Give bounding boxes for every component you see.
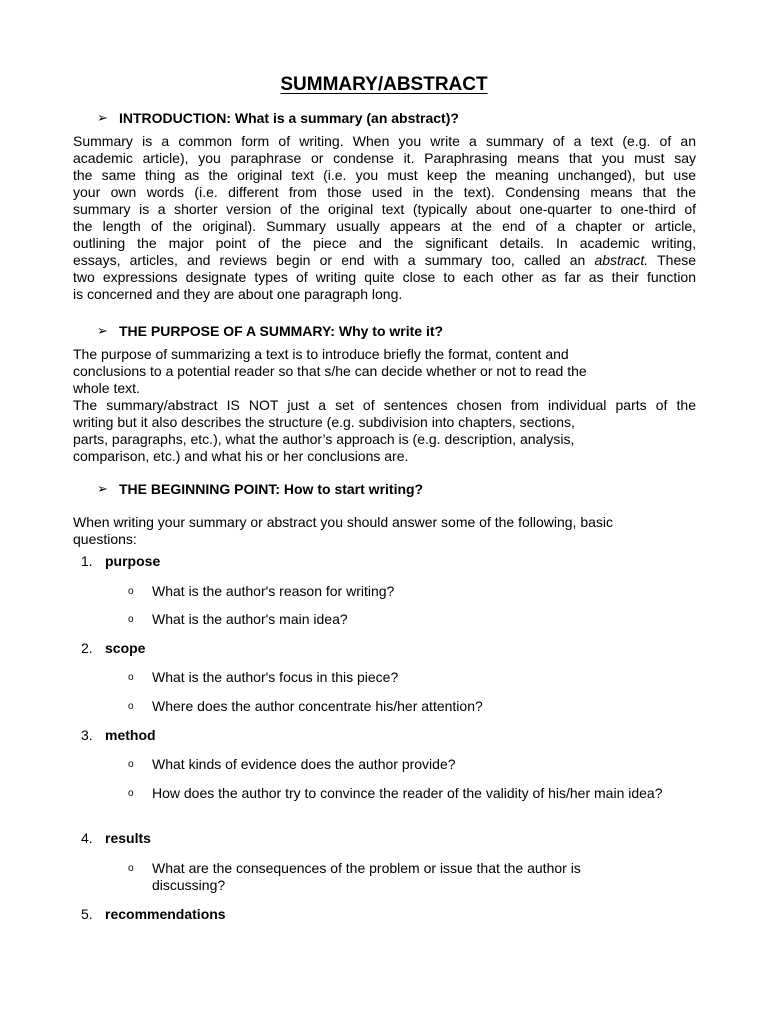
circle-bullet-icon: o	[128, 586, 134, 597]
page-title: SUMMARY/ABSTRACT	[280, 74, 488, 95]
circle-bullet-icon: o	[128, 672, 134, 683]
list-item-recommendations: 5. recommendations	[81, 906, 226, 922]
purpose-paragraph: The purpose of summarizing a text is to introduce briefly the format, content and conclusions to a potential reader so that s/he can decide whether or not to read the whole text. The summary/abstract IS NOT just a set of sentences chosen from individual parts of the writing but it also describes the structure (e.g. subdivision into chapters, sections, parts, paragraphs, etc.), what the author’s approach is (e.g. description, analysis, comparison, etc.) and what his or her conclusions are.	[73, 346, 696, 464]
circle-bullet-icon: o	[128, 863, 134, 874]
list-item-purpose: 1. purpose	[81, 553, 161, 569]
arrow-bullet-icon: ➢	[97, 323, 108, 338]
document-page: SUMMARY/ABSTRACT ➢ INTRODUCTION: What is a summary (an abstract)? Summary is a common form of writing. When you write a summary of a text (e.g. of an academic article), you paraphrase or condense it. Paraphrasing means that you must say the same thing as the original text (i.e. you must keep the meaning unchanged), but use your own words (i.e. different from those used in the text). Condensing means that the summary is a shorter version of the original text (typically about one-quarter to one-third of the length of the original). Summary usually appears at the end of a chapter or article, outlining the major point of the piece and the significant details. In academic writing, essays, articles, and reviews begin or end with a summary too, called an abstract. These two expressions designate types of writing quite close to each other as far as their function is concerned and they are about one paragraph long. ➢ THE PURPOSE OF A SUMMARY: Why to write it? The purpose of summarizing a text is to introduce briefly the format, content and conclusions to a potential reader so that s/he can decide whether or not to read the whole text. The summary/abstract IS NOT just a set of sentences chosen from individual parts of the writing but it also describes the structure (e.g. subdivision into chapters, sections, parts, paragraphs, etc.), what the author’s approach is (e.g. description, analysis, comparison, etc.) and what his or her conclusions are. ➢ THE BEGINNING POINT: How to start writing? When writing your summary or abstract you should answer some of the following, basic questions: 1. purpose o What is the author's reason for writing? o What is the author's main idea? 2. scope o What is the author's focus in this piece? o Where does the author concentrate his/her attention? 3. method o What kinds of evidence does the author provide? o How does the author try to convince the reader of the validity of his/her main idea? 4. results o What are the consequences of the problem or issue that the author is discussing? 5. recommendations	[0, 0, 768, 1024]
circle-bullet-icon: o	[128, 614, 134, 625]
circle-bullet-icon: o	[128, 701, 134, 712]
introduction-paragraph: Summary is a common form of writing. When you write a summary of a text (e.g. of an academic article), you paraphrase or condense it. Paraphrasing means that you must say the same thing as the original text (i.e. you must keep the meaning unchanged), but use your own words (i.e. different from those used in the text). Condensing means that the summary is a shorter version of the original text (typically about one-quarter to one-third of the length of the original). Summary usually appears at the end of a chapter or article, outlining the major point of the piece and the significant details. In academic writing, essays, articles, and reviews begin or end with a summary too, called an abstract. These two expressions designate types of writing quite close to each other as far as their function is concerned and they are about one paragraph long.	[73, 133, 697, 302]
list-item-scope: 2. scope	[81, 640, 146, 656]
beginning-paragraph: When writing your summary or abstract you should answer some of the following, basic questions:	[73, 514, 614, 547]
circle-bullet-icon: o	[128, 788, 134, 799]
circle-bullet-icon: o	[128, 759, 134, 770]
arrow-bullet-icon: ➢	[97, 481, 108, 496]
list-item-method: 3. method	[81, 727, 156, 743]
list-item-results: 4. results	[81, 830, 151, 846]
arrow-bullet-icon: ➢	[97, 110, 108, 125]
line-with-emphasis: essays, articles, and reviews begin or end with a summary too, called an abstract. These	[73, 252, 697, 268]
